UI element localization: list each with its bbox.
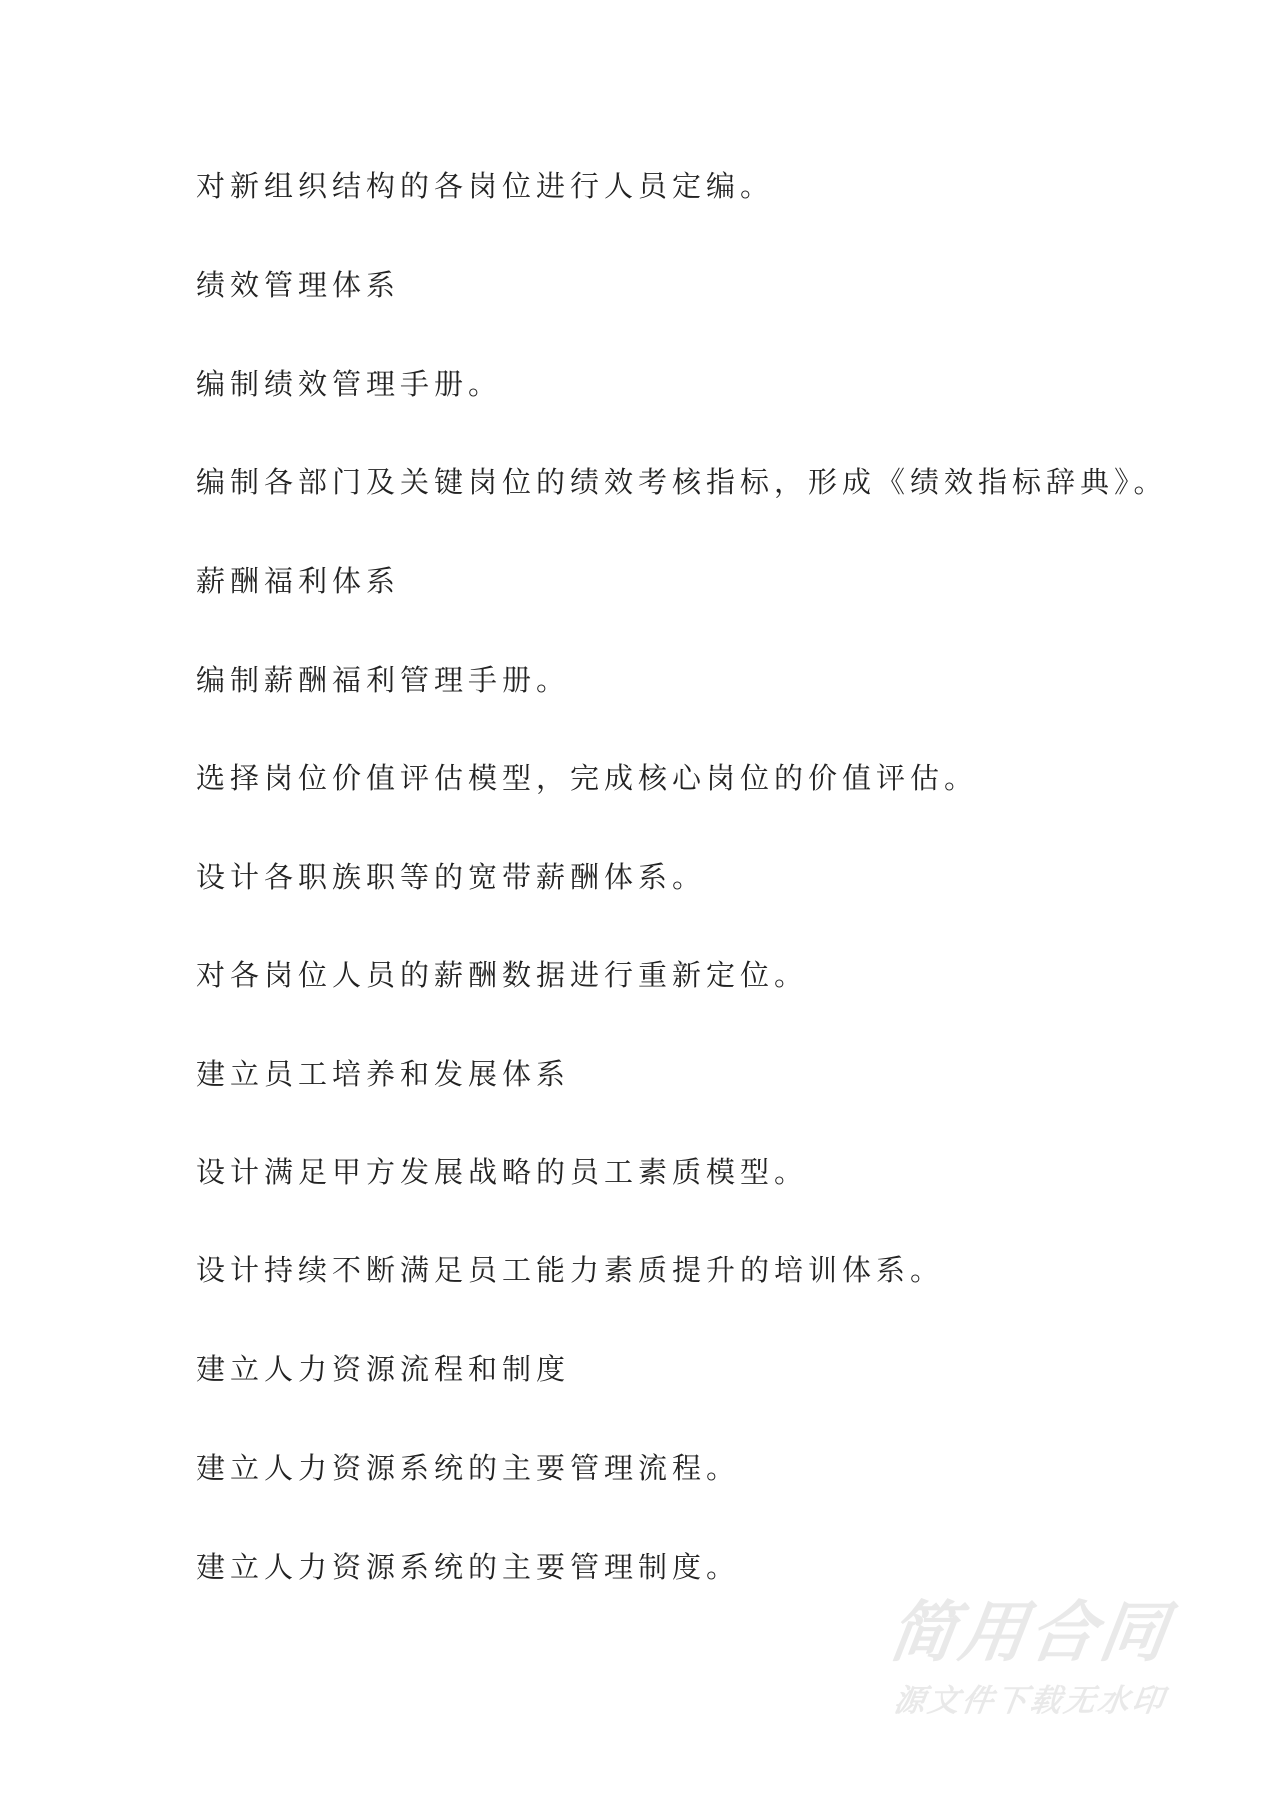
paragraph-hr-policies: 建立人力资源系统的主要管理制度。 (196, 1550, 741, 1584)
paragraph-performance-manual: 编制绩效管理手册。 (196, 367, 503, 401)
heading-compensation-system: 薪酬福利体系 (196, 564, 401, 598)
paragraph-performance-indicators: 编制各部门及关键岗位的绩效考核指标，形成《绩效指标辞典》。 (196, 465, 1168, 499)
paragraph-staffing: 对新组织结构的各岗位进行人员定编。 (196, 169, 775, 203)
watermark-title: 简用合同 (884, 1594, 1176, 1671)
watermark (880, 1594, 1180, 1719)
paragraph-competency-model: 设计满足甲方发展战略的员工素质模型。 (196, 1155, 809, 1189)
paragraph-hr-processes: 建立人力资源系统的主要管理流程。 (196, 1451, 741, 1485)
paragraph-training-system: 设计持续不断满足员工能力素质提升的培训体系。 (196, 1253, 945, 1287)
heading-hr-process-policy: 建立人力资源流程和制度 (196, 1352, 571, 1386)
paragraph-pay-repositioning: 对各岗位人员的薪酬数据进行重新定位。 (196, 958, 809, 992)
paragraph-compensation-manual: 编制薪酬福利管理手册。 (196, 663, 571, 697)
heading-performance-system: 绩效管理体系 (196, 268, 401, 302)
heading-training-development: 建立员工培养和发展体系 (196, 1057, 571, 1091)
paragraph-broadband-pay: 设计各职族职等的宽带薪酬体系。 (196, 860, 707, 894)
watermark-subtitle: 源文件下载无水印 (891, 1683, 1169, 1719)
paragraph-job-evaluation: 选择岗位价值评估模型，完成核心岗位的价值评估。 (196, 761, 979, 795)
